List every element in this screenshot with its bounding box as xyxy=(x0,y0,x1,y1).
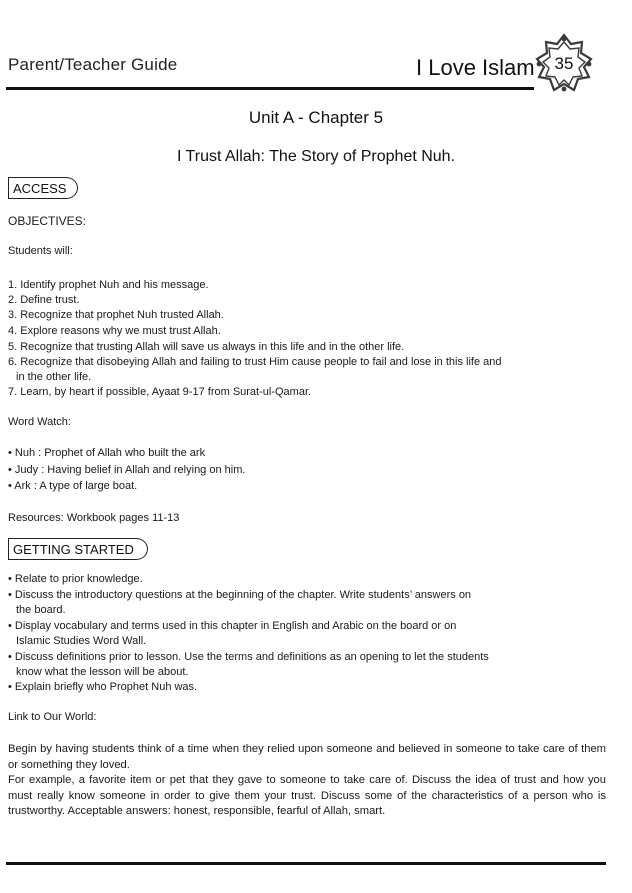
objectives-heading: OBJECTIVES: xyxy=(8,214,87,228)
access-section-label: ACCESS xyxy=(8,177,78,199)
getting-started-bullet: • Display vocabulary and terms used in this chapter in English and Arabic on the board or on xyxy=(8,620,457,632)
word-watch-item: • Ark : A type of large boat. xyxy=(8,480,138,492)
link-to-our-world-heading: Link to Our World: xyxy=(8,711,97,723)
getting-started-bullet: • Explain briefly who Prophet Nuh was. xyxy=(8,681,198,693)
getting-started-bullet: • Discuss the introductory questions at the beginning of the chapter. Write students’ answers on xyxy=(8,589,472,601)
unit-title: Unit A - Chapter 5 xyxy=(248,108,384,127)
objective-item: 1. Identify prophet Nuh and his message. xyxy=(8,279,209,291)
word-watch-item: • Nuh : Prophet of Allah who built the ark xyxy=(8,447,206,459)
header-guide-label: Parent/Teacher Guide xyxy=(8,55,178,74)
header-book-title: I Love Islam xyxy=(416,55,535,80)
objective-item: 4. Explore reasons why we must trust Allah. xyxy=(8,325,221,337)
objective-item: 3. Recognize that prophet Nuh trusted Allah. xyxy=(8,309,224,321)
page-number: 35 xyxy=(554,54,574,73)
getting-started-section-label: GETTING STARTED xyxy=(8,538,148,560)
students-will-label: Students will: xyxy=(8,245,73,257)
objective-item: 2. Define trust. xyxy=(8,294,80,306)
word-watch-heading: Word Watch: xyxy=(8,416,71,428)
link-paragraph: For example, a favorite item or pet that they gave to someone to take care of. Discuss the idea of trust and how you must really know someone in order to give them your trust. Discuss some of the characteristics of a person who is trustworthy. Acceptable answers: honest, responsible, fearful of Allah, smart. xyxy=(8,774,606,817)
objective-item: 6. Recognize that disobeying Allah and failing to trust Him cause people to fail and lose in this life and xyxy=(8,356,502,368)
objective-item: 7. Learn, by heart if possible, Ayaat 9-17 from Surat-ul-Qamar. xyxy=(8,386,312,398)
header-rule xyxy=(6,87,534,90)
link-paragraph: Begin by having students think of a time when they relied upon someone and believed in someone to take care of them or something they loved. xyxy=(8,743,606,771)
chapter-title: I Trust Allah: The Story of Prophet Nuh. xyxy=(176,148,456,165)
getting-started-bullet: • Discuss definitions prior to lesson. Use the terms and definitions as an opening to let the students xyxy=(8,651,489,663)
getting-started-bullet: • Relate to prior knowledge. xyxy=(8,573,143,585)
objective-item-continued: in the other life. xyxy=(16,371,92,383)
getting-started-bullet-continued: Islamic Studies Word Wall. xyxy=(16,635,147,647)
footer-rule xyxy=(6,862,606,865)
objective-item: 5. Recognize that trusting Allah will save us always in this life and in the other life. xyxy=(8,341,405,353)
getting-started-bullet-continued: know what the lesson will be about. xyxy=(16,666,189,678)
resources-line: Resources: Workbook pages 11-13 xyxy=(8,512,180,524)
word-watch-item: • Judy : Having belief in Allah and relying on him. xyxy=(8,464,246,476)
getting-started-bullet-continued: the board. xyxy=(16,604,66,616)
